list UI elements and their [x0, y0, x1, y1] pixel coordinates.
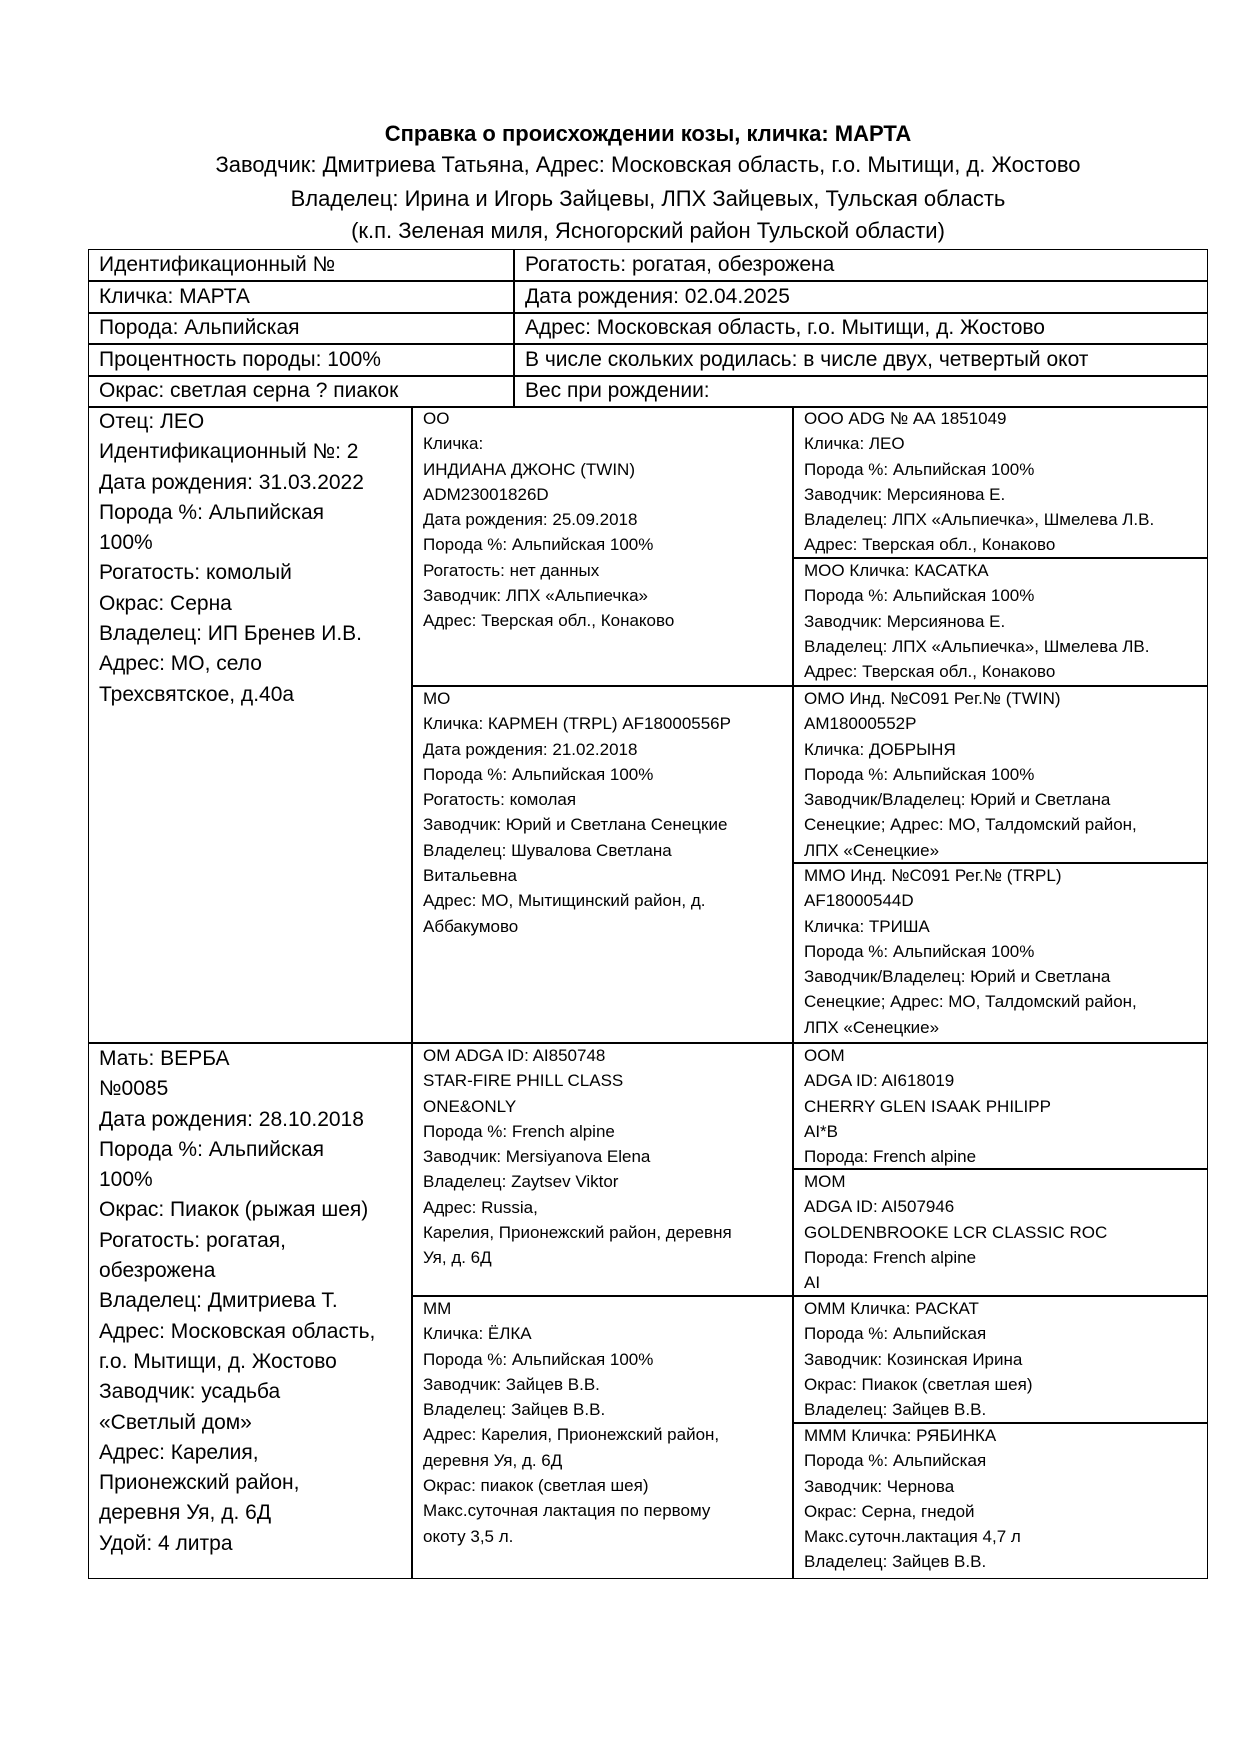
mmo-line: Заводчик/Владелец: Юрий и Светлана [804, 967, 1111, 987]
dam-line: Заводчик: усадьба [99, 1380, 281, 1404]
omm-cell [793, 1296, 1208, 1422]
mmo-cell [793, 863, 1208, 1042]
sire-dam-cell [412, 686, 792, 1042]
moo-line: Заводчик: Мерсиянова Е. [804, 611, 1006, 631]
oo-line: ОО [423, 409, 450, 428]
mo-line: Рогатость: комолая [423, 790, 577, 810]
dam-line: 100% [99, 1168, 153, 1192]
mmo-line: Порода %: Альпийская 100% [804, 941, 1035, 961]
moo-line: Адрес: Тверская обл., Конаково [804, 662, 1056, 682]
breed-cell: Порода: Альпийская [99, 316, 300, 339]
mmm-line: Порода %: Альпийская [804, 1451, 987, 1471]
omo-cell [793, 686, 1208, 862]
omm-line: Окрас: Пиакок (светлая шея) [804, 1374, 1033, 1394]
mmm-line: Владелец: Зайцев В.В. [804, 1552, 987, 1572]
sire-sire-cell [412, 406, 792, 685]
mo-line: Аббакумово [423, 916, 519, 936]
dam-line: Удой: 4 литра [99, 1531, 233, 1555]
mm-line: Адрес: Карелия, Прионежский район, [423, 1425, 720, 1445]
omo-line: Кличка: ДОБРЫНЯ [804, 739, 956, 759]
ooo-line: ООО ADG № АА 1851049 [804, 409, 1007, 428]
dam-line: г.о. Мытищи, д. Жостово [99, 1349, 337, 1373]
dam-dam-cell [412, 1296, 792, 1579]
omo-line: AM18000552P [804, 714, 917, 734]
oom-line: AI*B [804, 1121, 839, 1141]
dam-line: деревня Уя, д. 6Д [99, 1501, 272, 1525]
dam-line: Адрес: Московская область, [99, 1319, 376, 1343]
dam-line: Рогатость: рогатая, [99, 1228, 287, 1252]
omm-line: Заводчик: Козинская Ирина [804, 1349, 1023, 1369]
moo-line: МОО Кличка: КАСАТКА [804, 561, 989, 580]
mm-line: Владелец: Зайцев В.В. [423, 1400, 606, 1420]
oom-line: ADGA ID: AI618019 [804, 1071, 955, 1091]
mo-line: Адрес: МО, Мытищинский район, д. [423, 891, 706, 911]
mmo-line: Кличка: ТРИША [804, 916, 930, 936]
name-cell: Кличка: МАРТА [99, 285, 250, 308]
mm-line: Макс.суточная лактация по первому [423, 1501, 711, 1521]
omm-line: ОММ Кличка: РАСКАТ [804, 1299, 979, 1318]
moo-line: Порода %: Альпийская 100% [804, 586, 1035, 606]
moo-line: Владелец: ЛПХ «Альпиечка», Шмелева ЛВ. [804, 636, 1150, 656]
omo-line: Сенецкие; Адрес: МО, Талдомский район, [804, 815, 1137, 835]
oom-line: Порода: French alpine [804, 1147, 977, 1167]
id-number-cell: Идентификационный № [99, 253, 336, 276]
oo-line: Заводчик: ЛПХ «Альпиечка» [423, 586, 648, 606]
mmm-line: Макс.суточн.лактация 4,7 л [804, 1527, 1021, 1547]
sire-cell [88, 406, 411, 1042]
sire-line: Порода %: Альпийская [99, 500, 325, 524]
oo-line: Кличка: [423, 434, 484, 454]
dam-sire-cell [412, 1043, 792, 1295]
color-cell: Окрас: светлая серна ? пиакок [99, 379, 399, 402]
birth-date-cell: Дата рождения: 02.04.2025 [525, 285, 790, 308]
mo-line: Дата рождения: 21.02.2018 [423, 739, 638, 759]
ooo-line: Порода %: Альпийская 100% [804, 459, 1035, 479]
mmm-line: МММ Кличка: РЯБИНКА [804, 1426, 997, 1445]
birth-weight-cell: Вес при рождении: [525, 379, 710, 402]
dam-line: обезрожена [99, 1259, 216, 1283]
om-line: Уя, д. 6Д [423, 1248, 492, 1268]
mo-line: Витальевна [423, 866, 517, 886]
sire-line: Трехсвятское, д.40а [99, 682, 295, 706]
sire-line: Адрес: МО, село [99, 652, 262, 676]
oom-cell [793, 1043, 1208, 1168]
ooo-line: Заводчик: Мерсиянова Е. [804, 484, 1006, 504]
mm-line: Порода %: Альпийская 100% [423, 1349, 654, 1369]
mom-line: Порода: French alpine [804, 1247, 977, 1267]
oo-line: Рогатость: нет данных [423, 560, 600, 580]
omo-line: ОМО Инд. №С091 Рег.№ (TWIN) [804, 689, 1061, 708]
om-line: ОМ ADGA ID: AI850748 [423, 1046, 606, 1065]
moo-cell [793, 558, 1208, 685]
mom-line: ADGA ID: AI507946 [804, 1197, 955, 1217]
mmo-line: AF18000544D [804, 891, 914, 911]
breed-percent-cell: Процентность породы: 100% [99, 348, 381, 371]
omm-line: Владелец: Зайцев В.В. [804, 1400, 987, 1420]
breeder-line: Заводчик: Дмитриева Татьяна, Адрес: Московская область, г.о. Мытищи, д. Жостово [215, 152, 1081, 177]
mom-line: GOLDENBROOKE LCR CLASSIC ROC [804, 1222, 1108, 1242]
oo-line: ADM23001826D [423, 484, 549, 504]
mom-line: МОМ [804, 1172, 846, 1191]
mo-line: МО [423, 689, 451, 708]
ooo-line: Кличка: ЛЕО [804, 434, 905, 454]
omo-line: ЛПХ «Сенецкие» [804, 840, 940, 860]
ooo-line: Адрес: Тверская обл., Конаково [804, 535, 1056, 555]
dam-line: «Светлый дом» [99, 1410, 252, 1434]
omm-line: Порода %: Альпийская [804, 1324, 987, 1344]
om-line: Порода %: French alpine [423, 1121, 615, 1141]
om-line: ONE&ONLY [423, 1096, 517, 1116]
om-line: Адрес: Russia, [423, 1197, 538, 1217]
omo-line: Заводчик/Владелец: Юрий и Светлана [804, 790, 1111, 810]
sire-line: Дата рождения: 31.03.2022 [99, 470, 364, 494]
ooo-cell [793, 406, 1208, 557]
certificate-title: Справка о происхождении козы, кличка: МАРТА [384, 121, 912, 146]
oom-line: ООМ [804, 1046, 845, 1065]
om-line: STAR-FIRE PHILL CLASS [423, 1071, 624, 1091]
om-line: Заводчик: Mersiyanova Elena [423, 1147, 651, 1167]
mmo-line: ЛПХ «Сенецкие» [804, 1017, 940, 1037]
oo-line: Адрес: Тверская обл., Конаково [423, 611, 675, 631]
oo-line: Порода %: Альпийская 100% [423, 535, 654, 555]
mo-line: Порода %: Альпийская 100% [423, 764, 654, 784]
mm-line: деревня Уя, д. 6Д [423, 1450, 563, 1470]
oo-line: Дата рождения: 25.09.2018 [423, 510, 638, 530]
mmm-line: Заводчик: Чернова [804, 1476, 955, 1496]
dam-line: Мать: ВЕРБА [99, 1047, 230, 1070]
sire-line: Окрас: Серна [99, 591, 232, 615]
ooo-line: Владелец: ЛПХ «Альпиечка», Шмелева Л.В. [804, 510, 1155, 530]
owner-line: Владелец: Ирина и Игорь Зайцевы, ЛПХ Зайцевых, Тульская область [290, 186, 1006, 211]
litter-cell: В числе скольких родилась: в числе двух, четвертый окот [525, 348, 1089, 371]
dam-line: Прионежский район, [99, 1471, 300, 1495]
mm-line: Кличка: ЁЛКА [423, 1324, 532, 1344]
dam-cell [88, 1043, 411, 1579]
sire-line: 100% [99, 531, 153, 555]
mmm-line: Окрас: Серна, гнедой [804, 1501, 975, 1521]
oom-line: CHERRY GLEN ISAAK PHILIPP [804, 1096, 1051, 1116]
mm-line: Окрас: пиакок (светлая шея) [423, 1476, 649, 1496]
dam-line: Окрас: Пиакок (рыжая шея) [99, 1198, 369, 1222]
mom-cell [793, 1169, 1208, 1295]
dam-line: Владелец: Дмитриева Т. [99, 1289, 338, 1313]
mmo-line: Сенецкие; Адрес: МО, Талдомский район, [804, 992, 1137, 1012]
horns-cell: Рогатость: рогатая, обезрожена [525, 253, 835, 276]
dam-line: Адрес: Карелия, [99, 1440, 259, 1464]
owner-line-continued: (к.п. Зеленая миля, Ясногорский район Тульской области) [351, 218, 945, 243]
oo-line: ИНДИАНА ДЖОНС (TWIN) [423, 459, 635, 479]
mom-line: AI [804, 1273, 821, 1293]
mmm-cell [793, 1423, 1208, 1579]
dam-line: Порода %: Альпийская [99, 1137, 325, 1161]
sire-line: Рогатость: комолый [99, 561, 292, 585]
omo-line: Порода %: Альпийская 100% [804, 764, 1035, 784]
mo-line: Заводчик: Юрий и Светлана Сенецкие [423, 815, 728, 835]
mm-line: ММ [423, 1299, 452, 1318]
sire-line: Отец: ЛЕО [99, 410, 205, 433]
om-line: Карелия, Прионежский район, деревня [423, 1223, 732, 1243]
sire-line: Идентификационный №: 2 [99, 440, 359, 464]
dam-line: Дата рождения: 28.10.2018 [99, 1107, 364, 1131]
mm-line: Заводчик: Зайцев В.В. [423, 1374, 600, 1394]
address-cell: Адрес: Московская область, г.о. Мытищи, д. Жостово [525, 316, 1045, 339]
mo-line: Кличка: КАРМЕН (TRPL) AF18000556P [423, 714, 731, 734]
om-line: Владелец: Zaytsev Viktor [423, 1172, 619, 1192]
sire-line: Владелец: ИП Бренев И.В. [99, 622, 363, 646]
mmo-line: ММО Инд. №С091 Рег.№ (TRPL) [804, 866, 1062, 885]
mo-line: Владелец: Шувалова Светлана [423, 840, 672, 860]
dam-line: №0085 [99, 1077, 169, 1101]
mm-line: окоту 3,5 л. [423, 1526, 514, 1546]
